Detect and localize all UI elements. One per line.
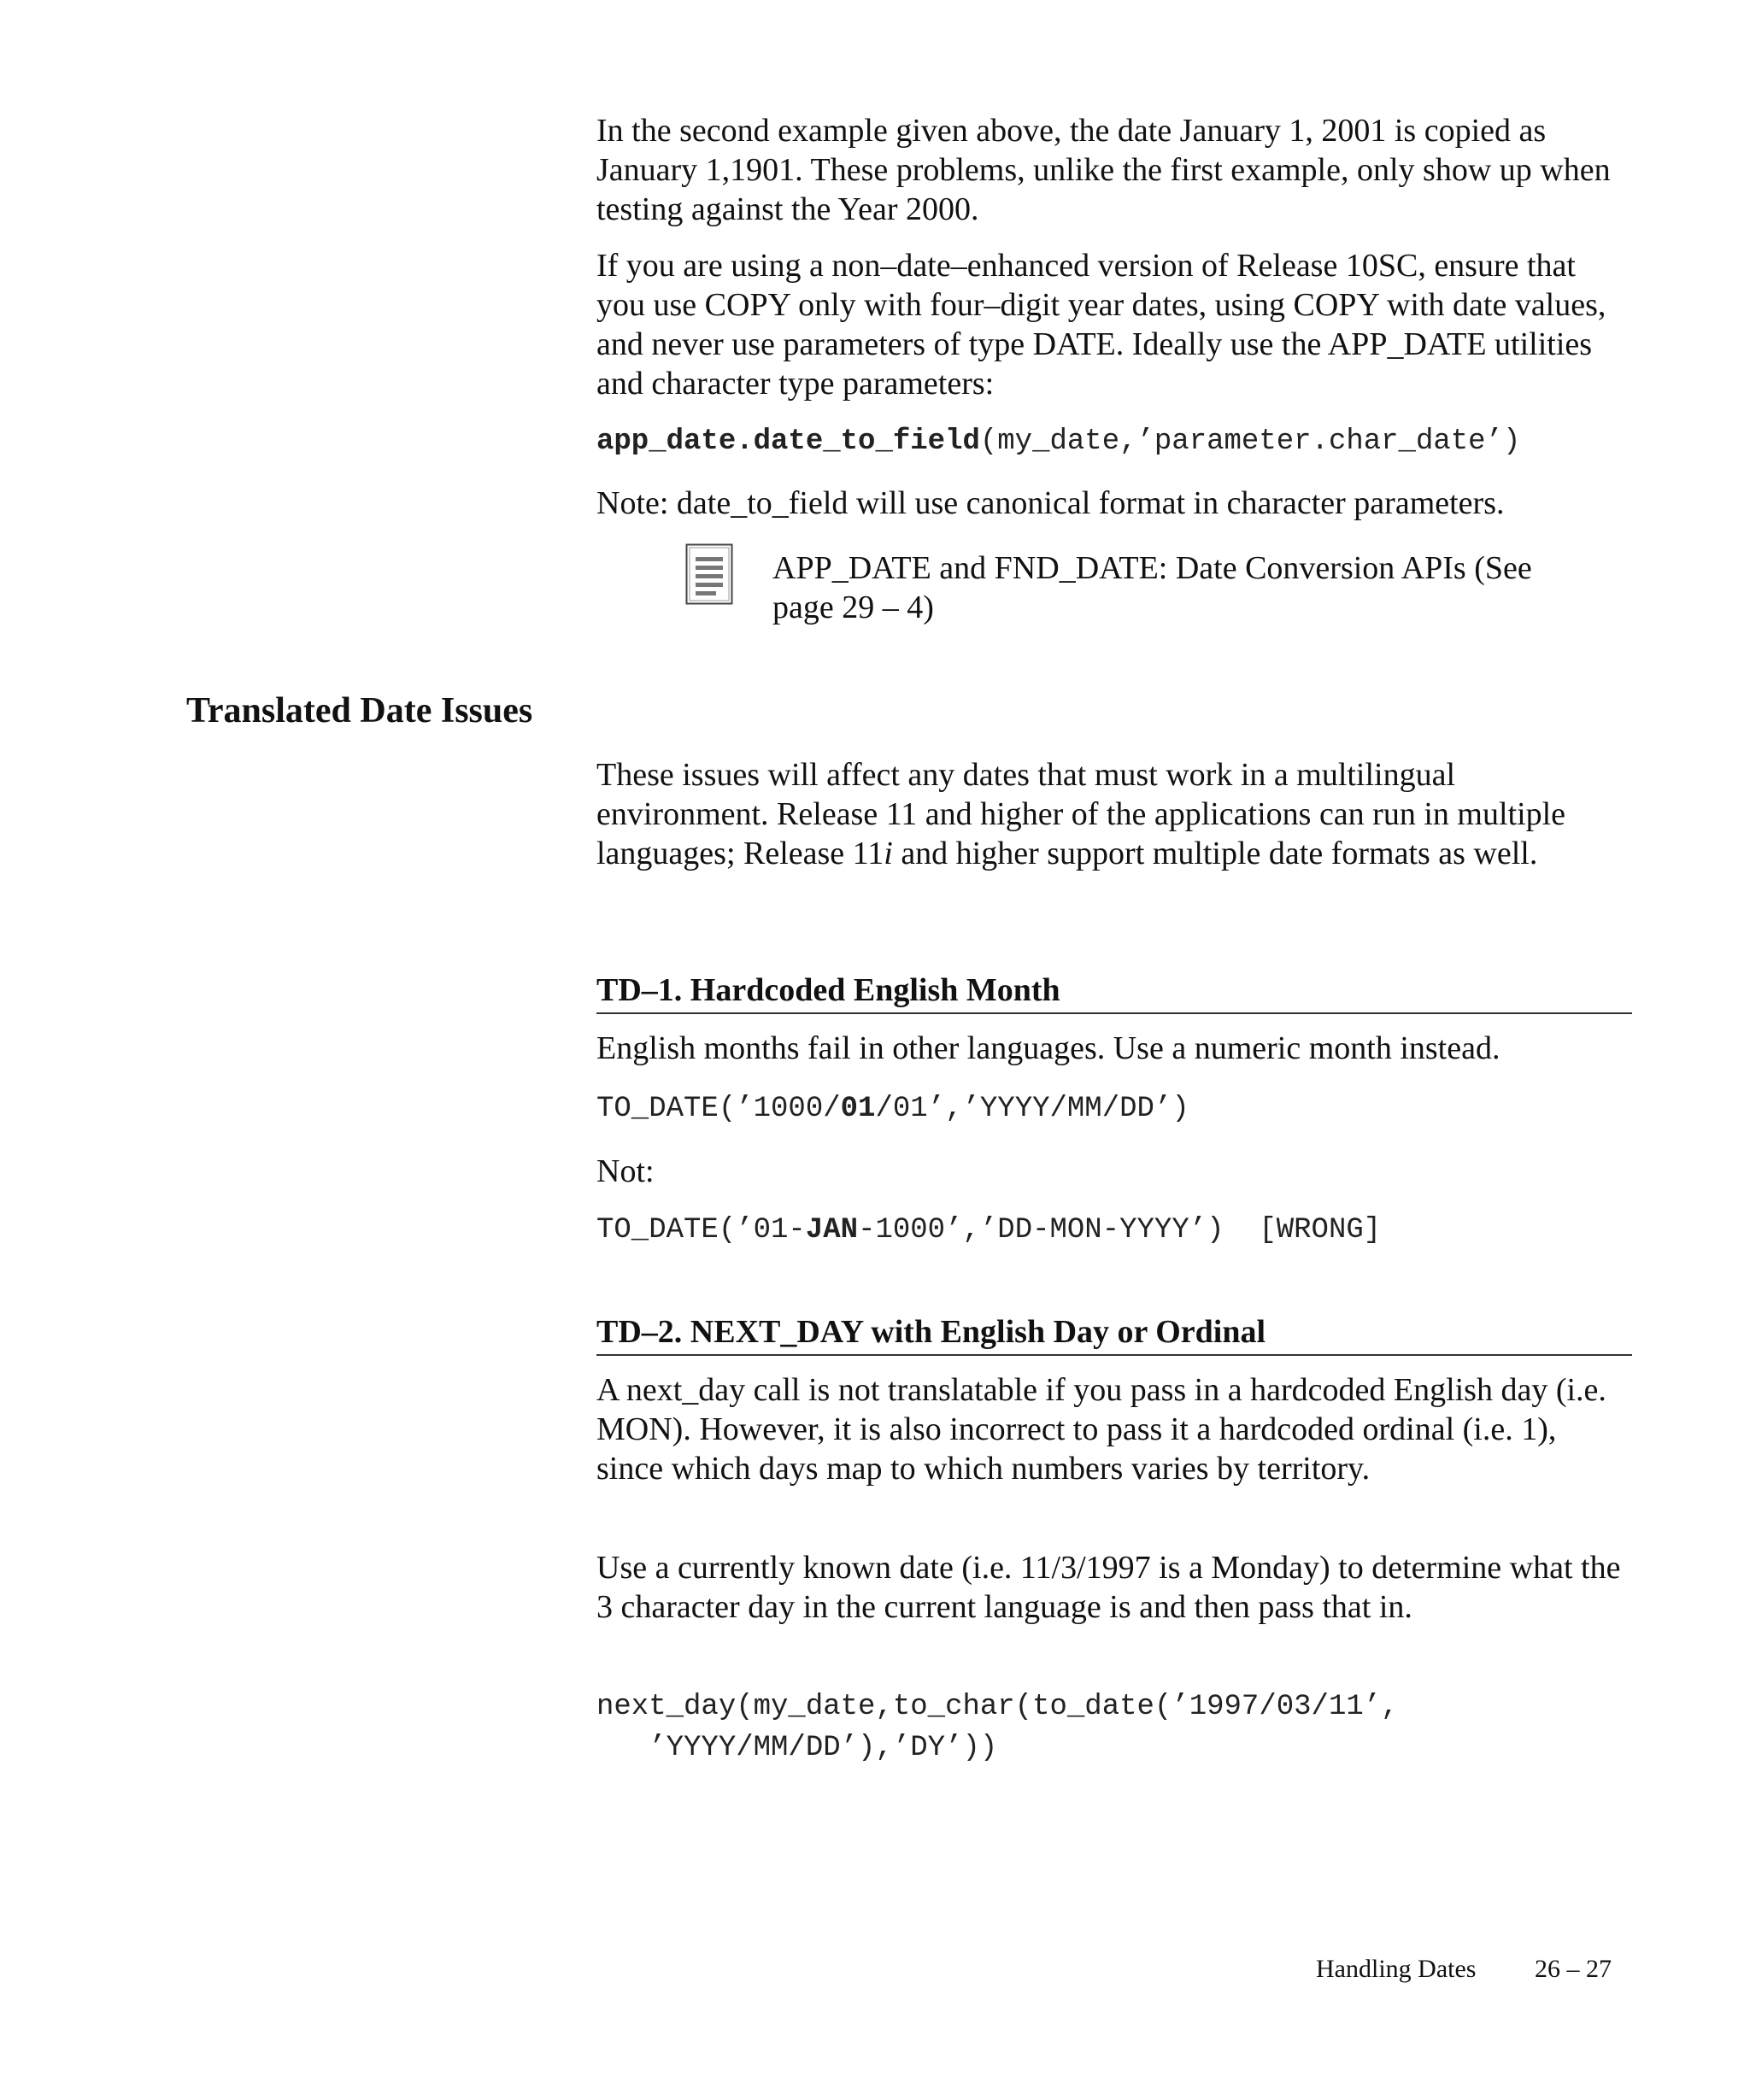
footer-page-number: 26 – 27: [1535, 1955, 1612, 1983]
td1-heading: TD–1. Hardcoded English Month: [596, 971, 1632, 1014]
code-function-name: app_date.date_to_field: [596, 425, 980, 458]
td2-code-line-2: ’YYYY/MM/DD’),’DY’)): [596, 1732, 998, 1764]
td2-code-line-1: next_day(my_date,to_char(to_date(’1997/03/11’,: [596, 1691, 1399, 1723]
td2-paragraph-2: Use a currently known date (i.e. 11/3/1997 is a Monday) to determine what the 3 character day in the current language is and then pass that in.: [596, 1550, 1621, 1625]
intro-paragraph-2: If you are using a non–date–enhanced version of Release 10SC, ensure that you use COPY only with four–digit year dates, using COPY with date values, and never use parameters of type DATE. Ideally use the APP_DATE utilities and character type parameters:: [596, 248, 1606, 402]
section-heading: Translated Date Issues: [186, 691, 533, 730]
code-app-date: [596, 423, 1520, 460]
section-intro-text: These issues will affect any dates that must work in a multilingual environment. Release 11 and higher of the applications can run in multiple languages; Release 11: [596, 757, 1566, 871]
section-intro-text-end: and higher support multiple date formats as well.: [892, 836, 1538, 871]
section-intro-italic: i: [884, 836, 893, 871]
note-text: Note: date_to_field will use canonical format in character parameters.: [596, 485, 1505, 521]
td1-code-correct-highlight: 01: [840, 1093, 876, 1125]
td1-code-correct-part-2: /01’,’YYYY/MM/DD’): [875, 1093, 1189, 1125]
intro-paragraph-1: In the second example given above, the date January 1, 2001 is copied as January 1,1901. These problems, unlike the first example, only show up when testing against the Year 2000.: [596, 113, 1611, 227]
td1-code-wrong: [596, 1211, 1381, 1249]
document-icon: [685, 543, 733, 605]
td1-code-correct-part-1: TO_DATE(’1000/: [596, 1093, 841, 1125]
td1-text: English months fail in other languages. Use a numeric month instead.: [596, 1030, 1500, 1066]
td2-heading: TD–2. NEXT_DAY with English Day or Ordinal: [596, 1312, 1632, 1356]
footer-chapter: Handling Dates: [1316, 1955, 1477, 1983]
section-intro-paragraph: [596, 755, 1622, 873]
td1-code-wrong-part-2: -1000’,’DD-MON-YYYY’) [WRONG]: [858, 1214, 1382, 1247]
td1-not-label: Not:: [596, 1153, 655, 1189]
cross-reference-line-2: page 29 – 4): [772, 590, 934, 625]
td1-code-wrong-highlight: JAN: [805, 1214, 859, 1247]
code-function-args: (my_date,’parameter.char_date’): [979, 425, 1521, 458]
td1-code-correct: [596, 1090, 1189, 1128]
cross-reference-line-1: APP_DATE and FND_DATE: Date Conversion APIs (See: [772, 550, 1532, 586]
td1-code-wrong-part-1: TO_DATE(’01-: [596, 1214, 806, 1247]
td2-paragraph-1: A next_day call is not translatable if you pass in a hardcoded English day (i.e. MON). However, it is also incorrect to pass it a hardcoded ordinal (i.e. 1), since which days map to which numbers varies by territory.: [596, 1372, 1606, 1487]
cross-reference-link[interactable]: [772, 548, 1627, 627]
